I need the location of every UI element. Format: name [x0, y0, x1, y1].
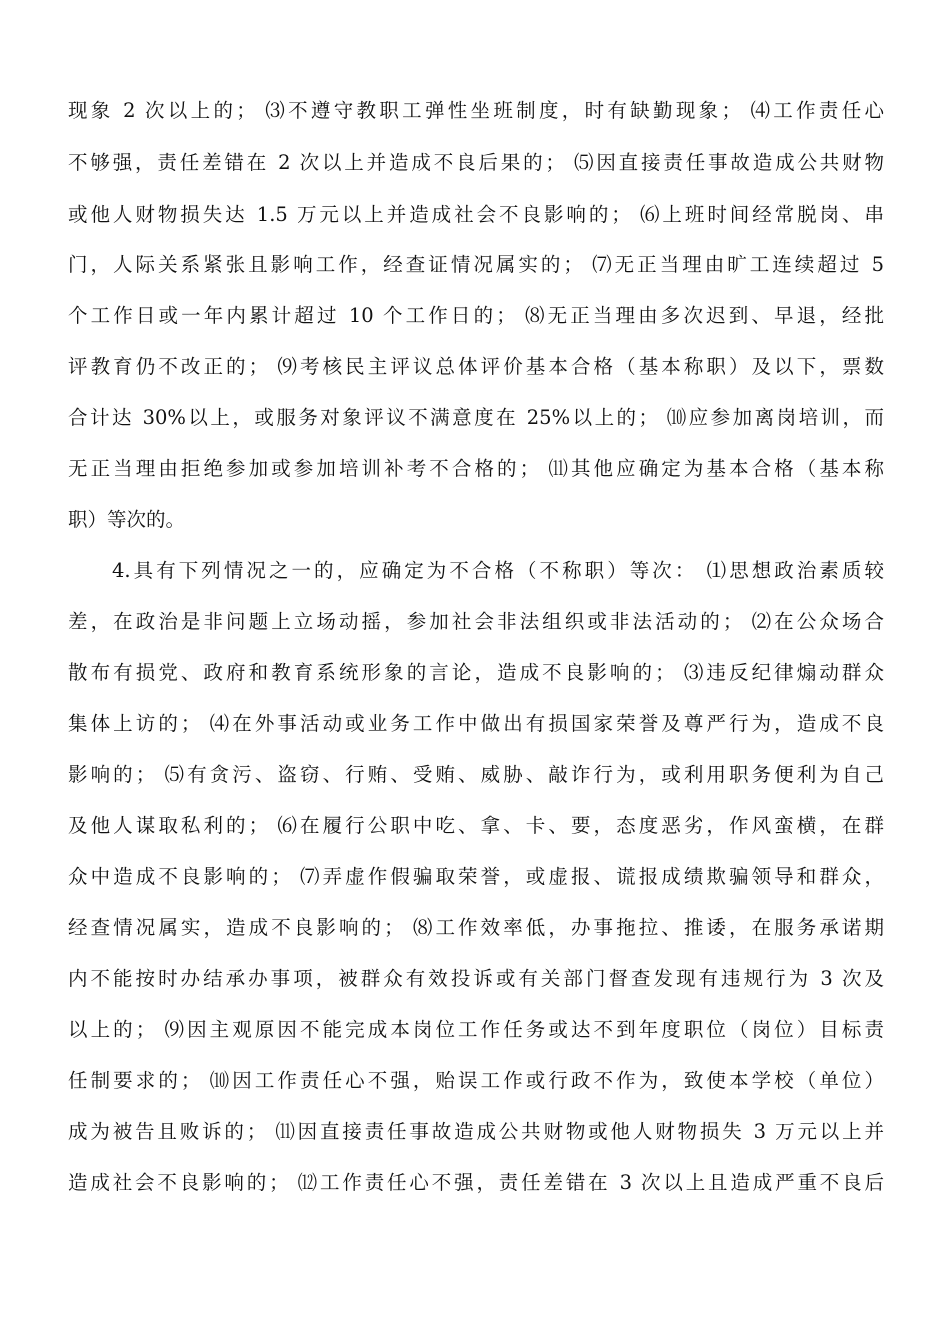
paragraph-2-line-6: 及他人谋取私利的； ⑹在履行公职中吃、拿、卡、要，态度恶劣，作风蛮横，在群 [68, 814, 884, 837]
paragraph-2-line-11: 任制要求的； ⑽因工作责任心不强，贻误工作或行政不作为，致使本学校（单位） [68, 1069, 884, 1092]
paragraph-2-line-3: 散布有损党、政府和教育系统形象的言论，造成不良影响的； ⑶违反纪律煽动群众 [68, 661, 884, 684]
paragraph-2-line-8: 经查情况属实，造成不良影响的； ⑻工作效率低，办事拖拉、推诿，在服务承诺期 [68, 916, 884, 939]
paragraph-2-line-10: 以上的； ⑼因主观原因不能完成本岗位工作任务或达不到年度职位（岗位）目标责 [68, 1018, 884, 1041]
paragraph-2-line-12: 成为被告且败诉的； ⑾因直接责任事故造成公共财物或他人财物损失 3 万元以上并 [68, 1120, 884, 1143]
paragraph-2-line-5: 影响的； ⑸有贪污、盗窃、行贿、受贿、威胁、敲诈行为，或利用职务便利为自己 [68, 763, 884, 786]
paragraph-2-line-1: 4.具有下列情况之一的，应确定为不合格（不称职）等次： ⑴思想政治素质较 [112, 559, 884, 582]
paragraph-1-line-8: 无正当理由拒绝参加或参加培训补考不合格的； ⑾其他应确定为基本合格（基本称 [68, 457, 884, 480]
paragraph-2-line-13: 造成社会不良影响的； ⑿工作责任心不强，责任差错在 3 次以上且造成严重不良后 [68, 1171, 884, 1194]
paragraph-1-line-9: 职）等次的。 [68, 508, 186, 531]
paragraph-1-line-2: 不够强，责任差错在 2 次以上并造成不良后果的； ⑸因直接责任事故造成公共财物 [68, 151, 884, 174]
paragraph-2-line-4: 集体上访的； ⑷在外事活动或业务工作中做出有损国家荣誉及尊严行为，造成不良 [68, 712, 884, 735]
paragraph-2-line-7: 众中造成不良影响的； ⑺弄虚作假骗取荣誉，或虚报、谎报成绩欺骗领导和群众， [68, 865, 884, 888]
paragraph-1-line-1: 现象 2 次以上的； ⑶不遵守教职工弹性坐班制度，时有缺勤现象； ⑷工作责任心 [68, 99, 884, 122]
paragraph-1-line-4: 门，人际关系紧张且影响工作，经查证情况属实的； ⑺无正当理由旷工连续超过 5 [68, 253, 884, 276]
paragraph-2-line-2: 差，在政治是非问题上立场动摇，参加社会非法组织或非法活动的； ⑵在公众场合 [68, 610, 884, 633]
paragraph-1-line-7: 合计达 30%以上，或服务对象评议不满意度在 25%以上的； ⑽应参加离岗培训，而 [68, 406, 884, 429]
paragraph-1-line-3: 或他人财物损失达 1.5 万元以上并造成社会不良影响的； ⑹上班时间经常脱岗、串 [68, 203, 884, 226]
paragraph-1-line-6: 评教育仍不改正的； ⑼考核民主评议总体评价基本合格（基本称职）及以下，票数 [68, 355, 884, 378]
paragraph-1-line-5: 个工作日或一年内累计超过 10 个工作日的； ⑻无正当理由多次迟到、早退，经批 [68, 304, 884, 327]
paragraph-2-line-9: 内不能按时办结承办事项，被群众有效投诉或有关部门督查发现有违规行为 3 次及 [68, 967, 884, 990]
